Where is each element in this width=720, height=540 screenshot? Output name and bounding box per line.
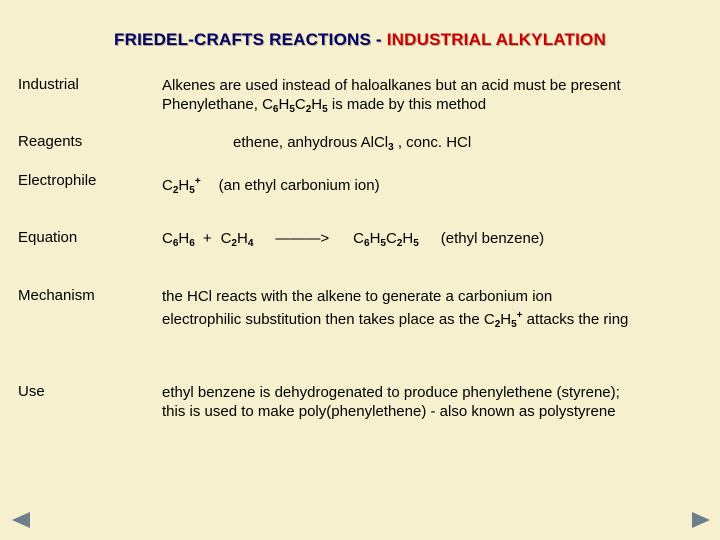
title-main: FRIEDEL-CRAFTS REACTIONS - xyxy=(114,30,387,49)
equation-plus: + xyxy=(202,230,212,247)
label-industrial: Industrial xyxy=(18,76,79,93)
mechanism-line-2 xyxy=(162,306,628,334)
mechanism-text xyxy=(162,287,628,334)
electrophile-text xyxy=(162,172,380,200)
use-text xyxy=(162,383,620,421)
industrial-line-1: Alkenes are used instead of haloalkanes but an acid must be present xyxy=(162,77,621,94)
industrial-text xyxy=(162,76,621,119)
label-equation: Equation xyxy=(18,229,78,246)
reagents-sub: 3 xyxy=(388,142,394,153)
reagents-prefix: ethene, anhydrous AlCl xyxy=(233,134,389,151)
label-electrophile: Electrophile xyxy=(18,172,97,189)
label-mechanism: Mechanism xyxy=(18,287,95,304)
mechanism-line-2-prefix: electrophilic substitution then takes place as the xyxy=(162,311,484,328)
equation-text xyxy=(162,229,544,253)
title-accent: INDUSTRIAL ALKYLATION xyxy=(386,30,606,49)
industrial-line-2 xyxy=(162,95,621,119)
equation-product-name: (ethyl benzene) xyxy=(440,230,545,247)
label-reagents: Reagents xyxy=(18,133,83,150)
next-slide-icon[interactable] xyxy=(690,510,712,530)
equation-reactant-2: $C_2H_4$ xyxy=(220,230,254,249)
equation-reactant-1: $C_6H_6$ xyxy=(162,230,195,249)
mechanism-line-1: the HCl reacts with the alkene to generate a carbonium ion xyxy=(162,288,553,305)
electrophile-note: (an ethyl carbonium ion) xyxy=(218,177,380,194)
slide-title xyxy=(0,30,720,50)
label-use: Use xyxy=(18,383,45,400)
use-line-1: ethyl benzene is dehydrogenated to produce phenylethene (styrene); xyxy=(162,384,620,401)
use-line-2: this is used to make poly(phenylethene) - also known as polystyrene xyxy=(162,403,616,420)
phenylethane-formula: $C_6H_5C_2H_5$ xyxy=(262,96,328,115)
mechanism-line-2-suffix: attacks the ring xyxy=(522,311,629,328)
mechanism-formula: $C_2H_5^+$ xyxy=(483,310,523,330)
reagents-text xyxy=(233,133,471,157)
electrophile-formula: $C_2H_5^+$ xyxy=(162,176,201,196)
previous-slide-icon[interactable] xyxy=(10,510,32,530)
equation-arrow: ———> xyxy=(275,230,330,247)
equation-product: $C_6H_5C_2H_5$ xyxy=(353,230,419,249)
industrial-line-2-prefix: Phenylethane, xyxy=(162,96,263,113)
reagents-suffix: , conc. HCl xyxy=(393,134,472,151)
industrial-line-2-suffix: is made by this method xyxy=(327,96,487,113)
